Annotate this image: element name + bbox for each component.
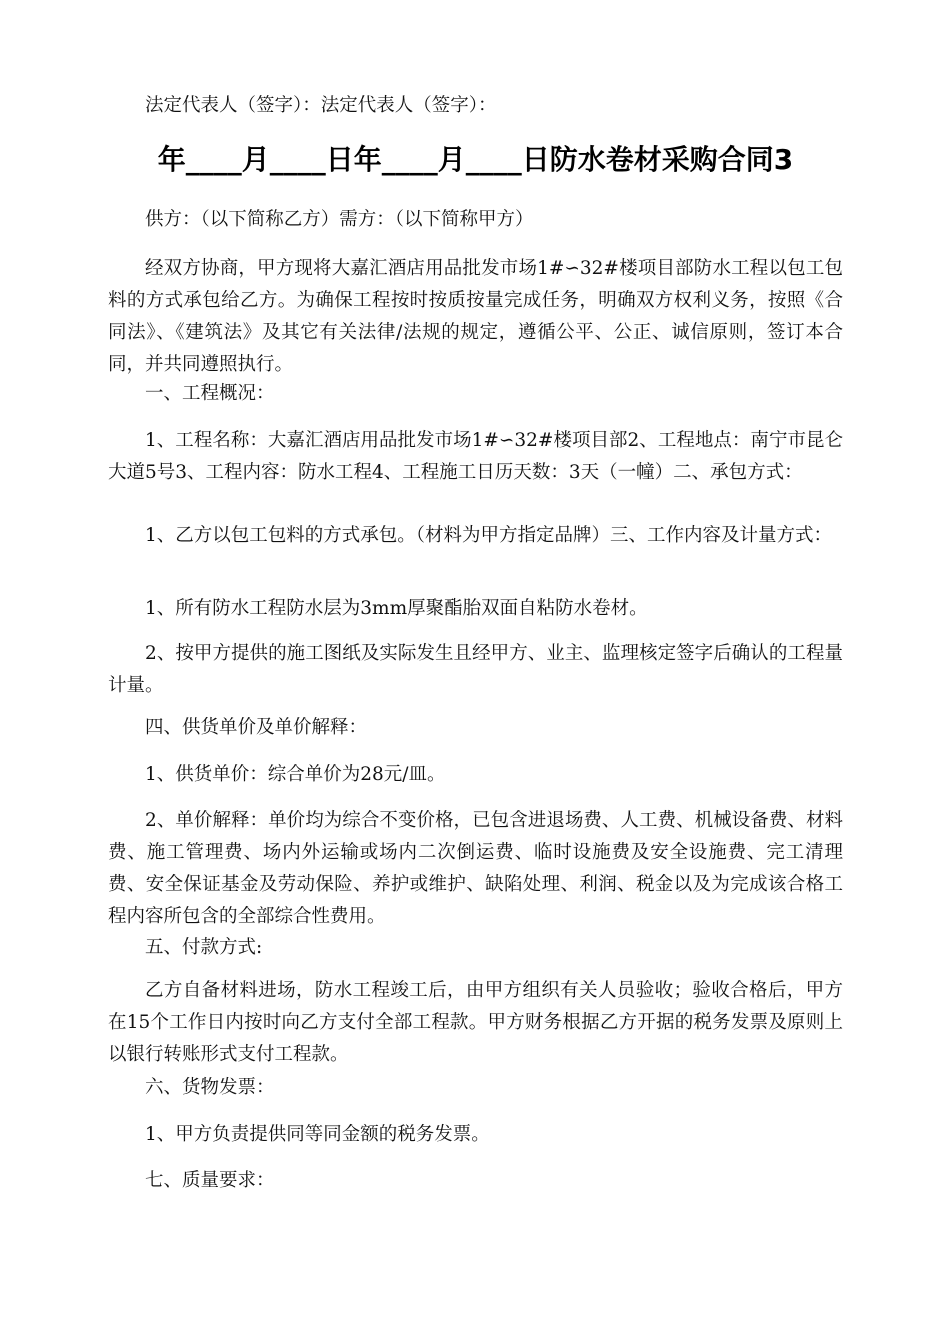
section4-item2: 2、单价解释：单价均为综合不变价格，已包含进退场费、人工费、机械设备费、材料费、施工管理费、场内外运输或场内二次倒运费、临时设施费及安全设施费、完工清理费、安全保证基金及劳动保险、养护或维护、缺陷处理、利润、税金以及为完成该合格工程内容所包含的全部综合性费用。 xyxy=(108,810,843,927)
section3-item1: 1、所有防水工程防水层为3mm厚聚酯胎双面自粘防水卷材。 xyxy=(145,598,648,619)
section1-body: 1、工程名称：大嘉汇酒店用品批发市场1#∽32#楼项目部2、工程地点：南宁市昆仑大道5号3、工程内容：防水工程4、工程施工日历天数：3天（一幢）二、承包方式： xyxy=(108,430,843,483)
document-title: 年____月____日年____月____日防水卷材采购合同3 xyxy=(157,143,794,176)
section3-item2: 2、按甲方提供的施工图纸及实际发生且经甲方、业主、监理核定签字后确认的工程量计量。 xyxy=(108,643,843,696)
intro-paragraph: 经双方协商，甲方现将大嘉汇酒店用品批发市场1#∽32#楼项目部防水工程以包工包料的方式承包给乙方。为确保工程按时按质按量完成任务，明确双方权利义务，按照《合同法》、《建筑法》及其它有关法律/法规的规定，遵循公平、公正、诚信原则，签订本合同，并共同遵照执行。 xyxy=(108,258,843,375)
section6-heading: 六、货物发票： xyxy=(145,1077,275,1098)
section5-body: 乙方自备材料进场，防水工程竣工后，由甲方组织有关人员验收；验收合格后，甲方在15个工作日内按时向乙方支付全部工程款。甲方财务根据乙方开据的税务发票及原则上以银行转账形式支付工程款。 xyxy=(108,980,843,1065)
section1-heading: 一、工程概况： xyxy=(145,383,275,404)
section6-item1: 1、甲方负责提供同等同金额的税务发票。 xyxy=(145,1124,490,1145)
section4-heading: 四、供货单价及单价解释： xyxy=(145,717,368,738)
parties-paragraph: 供方：（以下简称乙方）需方：（以下简称甲方） xyxy=(145,209,534,230)
section4-item1: 1、供货单价：综合单价为28元/皿。 xyxy=(145,764,446,785)
section7-heading: 七、质量要求： xyxy=(145,1170,275,1191)
section5-heading: 五、付款方式: xyxy=(145,937,263,958)
section2-body: 1、乙方以包工包料的方式承包。（材料为甲方指定品牌）三、工作内容及计量方式： xyxy=(145,525,833,546)
signature-line: 法定代表人（签字）：法定代表人（签字）： xyxy=(145,95,497,116)
